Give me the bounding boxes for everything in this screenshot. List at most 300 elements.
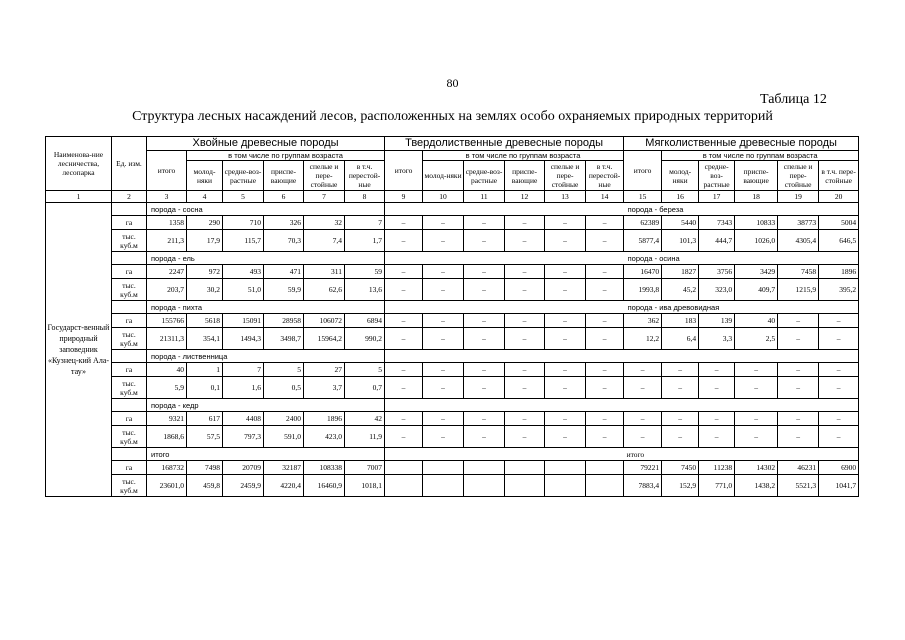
age-subheader: в том числе по группам возраста [187, 151, 385, 161]
value-cell: 27 [304, 363, 345, 377]
value-cell: – [662, 426, 699, 448]
species-label-row [46, 399, 859, 412]
value-cell: – [778, 328, 819, 350]
value-cell [505, 461, 545, 475]
value-cell: 70,3 [264, 230, 304, 252]
value-cell: – [586, 314, 624, 328]
value-cell: – [545, 363, 586, 377]
blank-cell [385, 203, 423, 216]
value-cell: 797,3 [223, 426, 264, 448]
value-cell: 771,0 [699, 475, 735, 497]
blank-cell [545, 252, 586, 265]
blank-cell [385, 252, 423, 265]
age-group-header: спелые и пере-стойные [304, 161, 345, 191]
table-title: Структура лесных насаждений лесов, расположенных на землях особо охраняемых природных территорий [132, 109, 773, 124]
value-cell: 17,9 [187, 230, 223, 252]
value-cell: 2459,9 [223, 475, 264, 497]
value-cell: – [545, 230, 586, 252]
blank-cell [505, 252, 545, 265]
value-cell: – [423, 363, 464, 377]
value-cell: 7458 [778, 265, 819, 279]
value-cell: 23601,0 [147, 475, 187, 497]
data-row [46, 461, 859, 475]
blank-cell [586, 203, 624, 216]
value-cell: 493 [223, 265, 264, 279]
value-cell: – [699, 412, 735, 426]
value-cell: 471 [264, 265, 304, 279]
species-label-left: порода - сосна [147, 203, 385, 216]
value-cell: – [464, 230, 505, 252]
column-index: 20 [819, 191, 859, 203]
value-cell: – [385, 328, 423, 350]
value-cell: 4220,4 [264, 475, 304, 497]
value-cell: – [778, 412, 819, 426]
value-cell: 14302 [735, 461, 778, 475]
value-cell: – [423, 377, 464, 399]
value-cell: – [545, 426, 586, 448]
value-cell: – [423, 216, 464, 230]
age-group-header: спелые и пере-стойные [778, 161, 819, 191]
value-cell: 323,0 [699, 279, 735, 301]
blank-cell [464, 350, 505, 363]
blank-cell [505, 203, 545, 216]
blank-cell [385, 350, 423, 363]
group-header-hardwood: Твердолиственные древесные породы [385, 137, 624, 151]
blank-cell [464, 448, 505, 461]
value-cell: 1,7 [345, 230, 385, 252]
value-cell: 1 [187, 363, 223, 377]
age-group-header: приспе-вающие [505, 161, 545, 191]
unit-cell: тыс. куб.м [112, 377, 147, 399]
value-cell: – [464, 412, 505, 426]
value-cell: 5 [264, 363, 304, 377]
data-row [46, 412, 859, 426]
species-label-row [46, 301, 859, 314]
column-index: 13 [545, 191, 586, 203]
blank-cell [586, 399, 624, 412]
species-label-left: порода - пихта [147, 301, 385, 314]
column-index: 14 [586, 191, 624, 203]
value-cell: 1993,8 [624, 279, 662, 301]
value-cell: – [819, 426, 859, 448]
value-cell: – [778, 377, 819, 399]
value-cell: 3,7 [304, 377, 345, 399]
species-label-right: порода - ива древовидная [624, 301, 859, 314]
unit-cell: га [112, 363, 147, 377]
value-cell: 9321 [147, 412, 187, 426]
data-row [46, 216, 859, 230]
value-cell: – [624, 412, 662, 426]
data-row [46, 475, 859, 497]
value-cell: 6894 [345, 314, 385, 328]
value-cell: – [545, 377, 586, 399]
value-cell: 354,1 [187, 328, 223, 350]
value-cell: – [505, 377, 545, 399]
value-cell: 106072 [304, 314, 345, 328]
blank-cell [423, 350, 464, 363]
value-cell: – [385, 279, 423, 301]
value-cell: 290 [187, 216, 223, 230]
value-cell: – [385, 216, 423, 230]
column-index: 19 [778, 191, 819, 203]
value-cell: – [423, 412, 464, 426]
blank-cell [586, 252, 624, 265]
value-cell: 0,1 [187, 377, 223, 399]
value-cell: 7 [223, 363, 264, 377]
value-cell [385, 475, 423, 497]
unit-cell: тыс. куб.м [112, 328, 147, 350]
data-row [46, 265, 859, 279]
value-cell: 4305,4 [778, 230, 819, 252]
blank-cell [423, 399, 464, 412]
column-index: 8 [345, 191, 385, 203]
value-cell: – [778, 426, 819, 448]
value-cell: – [423, 230, 464, 252]
value-cell: – [819, 377, 859, 399]
unit-cell [112, 203, 147, 216]
age-subheader: в том числе по группам возраста [423, 151, 624, 161]
col-header-name: Наименова-ние лесничества, лесопарка [46, 137, 112, 191]
data-row [46, 279, 859, 301]
unit-cell [112, 301, 147, 314]
blank-cell [505, 448, 545, 461]
value-cell: 646,5 [819, 230, 859, 252]
species-label-left: итого [147, 448, 385, 461]
blank-cell [423, 203, 464, 216]
value-cell [423, 461, 464, 475]
value-cell: 1868,6 [147, 426, 187, 448]
age-group-header: средне-воз-растные [699, 161, 735, 191]
value-cell: – [385, 377, 423, 399]
value-cell: 1358 [147, 216, 187, 230]
value-cell: – [505, 328, 545, 350]
value-cell: 444,7 [699, 230, 735, 252]
blank-cell [545, 399, 586, 412]
age-group-header: спелые и пере-стойные [545, 161, 586, 191]
column-index: 12 [505, 191, 545, 203]
value-cell: 30,2 [187, 279, 223, 301]
data-row [46, 426, 859, 448]
age-group-header: приспе-вающие [264, 161, 304, 191]
blank-cell [464, 399, 505, 412]
value-cell: – [545, 412, 586, 426]
value-cell: – [586, 279, 624, 301]
value-cell: – [735, 426, 778, 448]
value-cell: 5521,3 [778, 475, 819, 497]
value-cell: 101,3 [662, 230, 699, 252]
value-cell: – [699, 377, 735, 399]
value-cell: 1896 [304, 412, 345, 426]
blank-cell [423, 252, 464, 265]
data-row [46, 363, 859, 377]
species-label-left: порода - кедр [147, 399, 385, 412]
age-group-header: молод-няки [662, 161, 699, 191]
value-cell: – [819, 412, 859, 426]
species-label-row [46, 203, 859, 216]
column-index: 1 [46, 191, 112, 203]
value-cell: 0,5 [264, 377, 304, 399]
value-cell [545, 475, 586, 497]
value-cell: 16460,9 [304, 475, 345, 497]
value-cell: – [819, 328, 859, 350]
value-cell: 20709 [223, 461, 264, 475]
value-cell: – [586, 265, 624, 279]
value-cell: – [699, 426, 735, 448]
value-cell: – [624, 363, 662, 377]
column-index: 9 [385, 191, 423, 203]
column-index: 4 [187, 191, 223, 203]
species-label-right: порода - береза [624, 203, 859, 216]
value-cell: – [464, 265, 505, 279]
value-cell: 79221 [624, 461, 662, 475]
age-group-header: средне-воз-растные [223, 161, 264, 191]
value-cell: – [545, 328, 586, 350]
value-cell: 1018,1 [345, 475, 385, 497]
value-cell: 11238 [699, 461, 735, 475]
species-label-right [624, 399, 859, 412]
value-cell: 2400 [264, 412, 304, 426]
value-cell: – [586, 216, 624, 230]
blank-cell [505, 301, 545, 314]
col-header-total: итого [385, 151, 423, 191]
age-group-header: средне-воз-растные [464, 161, 505, 191]
value-cell: – [735, 363, 778, 377]
value-cell: 59 [345, 265, 385, 279]
value-cell: – [464, 363, 505, 377]
column-index: 16 [662, 191, 699, 203]
value-cell: 2,5 [735, 328, 778, 350]
value-cell: 7,4 [304, 230, 345, 252]
column-index: 17 [699, 191, 735, 203]
value-cell: 183 [662, 314, 699, 328]
blank-cell [586, 350, 624, 363]
column-index: 10 [423, 191, 464, 203]
column-index: 18 [735, 191, 778, 203]
value-cell: 32187 [264, 461, 304, 475]
value-cell: – [545, 265, 586, 279]
value-cell: 1827 [662, 265, 699, 279]
value-cell: 972 [187, 265, 223, 279]
value-cell: – [505, 426, 545, 448]
value-cell: 459,8 [187, 475, 223, 497]
page-number: 80 [446, 76, 459, 90]
value-cell: 5877,4 [624, 230, 662, 252]
value-cell: 1041,7 [819, 475, 859, 497]
age-group-header: в т.ч. пере-стойные [819, 161, 859, 191]
blank-cell [545, 301, 586, 314]
value-cell [586, 461, 624, 475]
value-cell: 51,0 [223, 279, 264, 301]
value-cell: – [505, 314, 545, 328]
value-cell: 168732 [147, 461, 187, 475]
age-group-header: молод-няки [187, 161, 223, 191]
species-label-left: порода - ель [147, 252, 385, 265]
value-cell: – [385, 363, 423, 377]
column-index: 5 [223, 191, 264, 203]
value-cell: – [545, 279, 586, 301]
forest-structure-table [45, 136, 859, 497]
value-cell: 57,5 [187, 426, 223, 448]
value-cell: 311 [304, 265, 345, 279]
value-cell: – [464, 216, 505, 230]
value-cell [464, 461, 505, 475]
value-cell: 59,9 [264, 279, 304, 301]
value-cell: – [819, 314, 859, 328]
unit-cell [112, 399, 147, 412]
value-cell: – [464, 328, 505, 350]
unit-cell [112, 350, 147, 363]
blank-cell [505, 399, 545, 412]
value-cell: 11,9 [345, 426, 385, 448]
value-cell: – [464, 426, 505, 448]
value-cell [586, 475, 624, 497]
value-cell: 395,2 [819, 279, 859, 301]
value-cell: 6,4 [662, 328, 699, 350]
value-cell: – [819, 363, 859, 377]
value-cell: 1494,3 [223, 328, 264, 350]
value-cell: – [423, 328, 464, 350]
blank-cell [385, 448, 423, 461]
species-label-row [46, 448, 859, 461]
value-cell: – [464, 314, 505, 328]
value-cell: – [423, 265, 464, 279]
value-cell [505, 475, 545, 497]
value-cell: 155766 [147, 314, 187, 328]
value-cell: – [385, 265, 423, 279]
unit-cell: га [112, 265, 147, 279]
value-cell: 5004 [819, 216, 859, 230]
age-group-header: приспе-вающие [735, 161, 778, 191]
value-cell: 3,3 [699, 328, 735, 350]
group-header-coniferous: Хвойные древесные породы [147, 137, 385, 151]
value-cell: 591,0 [264, 426, 304, 448]
age-subheader: в том числе по группам возраста [662, 151, 859, 161]
value-cell: 203,7 [147, 279, 187, 301]
species-label-right: порода - осина [624, 252, 859, 265]
value-cell: 16470 [624, 265, 662, 279]
value-cell [423, 475, 464, 497]
value-cell [545, 461, 586, 475]
value-cell: 32 [304, 216, 345, 230]
col-header-unit: Ед. изм. [112, 137, 147, 191]
column-index: 7 [304, 191, 345, 203]
species-label-row [46, 252, 859, 265]
value-cell: 4408 [223, 412, 264, 426]
data-row [46, 377, 859, 399]
value-cell: 46231 [778, 461, 819, 475]
value-cell: 108338 [304, 461, 345, 475]
value-cell: 13,6 [345, 279, 385, 301]
unit-cell: тыс. куб.м [112, 426, 147, 448]
unit-cell [112, 448, 147, 461]
value-cell: 7450 [662, 461, 699, 475]
value-cell: 15964,2 [304, 328, 345, 350]
unit-cell: га [112, 461, 147, 475]
value-cell: – [586, 230, 624, 252]
value-cell: – [662, 412, 699, 426]
column-index: 11 [464, 191, 505, 203]
value-cell: 152,9 [662, 475, 699, 497]
age-group-header: в т.ч. перестой-ные [345, 161, 385, 191]
value-cell: – [624, 377, 662, 399]
blank-cell [385, 399, 423, 412]
value-cell: – [586, 328, 624, 350]
blank-cell [545, 448, 586, 461]
blank-cell [545, 350, 586, 363]
value-cell: 0,7 [345, 377, 385, 399]
value-cell [385, 461, 423, 475]
value-cell: – [505, 363, 545, 377]
value-cell: 1,6 [223, 377, 264, 399]
value-cell: 990,2 [345, 328, 385, 350]
value-cell: 15091 [223, 314, 264, 328]
value-cell: 2247 [147, 265, 187, 279]
value-cell: 40 [147, 363, 187, 377]
age-group-header: молод-няки [423, 161, 464, 191]
value-cell: 5618 [187, 314, 223, 328]
column-index: 3 [147, 191, 187, 203]
value-cell: 1026,0 [735, 230, 778, 252]
value-cell: – [586, 377, 624, 399]
blank-cell [464, 301, 505, 314]
value-cell: – [778, 363, 819, 377]
age-group-header: в т.ч. перестой-ные [586, 161, 624, 191]
value-cell: 7343 [699, 216, 735, 230]
unit-cell: га [112, 216, 147, 230]
value-cell: 42 [345, 412, 385, 426]
value-cell: – [586, 412, 624, 426]
value-cell: 62,6 [304, 279, 345, 301]
value-cell: – [735, 377, 778, 399]
value-cell: 3498,7 [264, 328, 304, 350]
value-cell: 710 [223, 216, 264, 230]
blank-cell [464, 252, 505, 265]
unit-cell: тыс. куб.м [112, 475, 147, 497]
value-cell: – [505, 412, 545, 426]
value-cell: 10833 [735, 216, 778, 230]
column-index: 15 [624, 191, 662, 203]
value-cell: – [423, 426, 464, 448]
column-index: 2 [112, 191, 147, 203]
value-cell: – [385, 426, 423, 448]
value-cell: 1896 [819, 265, 859, 279]
species-label-right: итого [624, 448, 859, 461]
value-cell: 28958 [264, 314, 304, 328]
value-cell: 115,7 [223, 230, 264, 252]
value-cell: 40 [735, 314, 778, 328]
value-cell: – [778, 314, 819, 328]
value-cell: – [505, 279, 545, 301]
blank-cell [464, 203, 505, 216]
value-cell: 5,9 [147, 377, 187, 399]
value-cell: 7 [345, 216, 385, 230]
value-cell: – [385, 230, 423, 252]
blank-cell [505, 350, 545, 363]
value-cell: 1438,2 [735, 475, 778, 497]
data-row [46, 230, 859, 252]
value-cell: 617 [187, 412, 223, 426]
value-cell: 423,0 [304, 426, 345, 448]
table-label: Таблица 12 [760, 92, 827, 107]
value-cell: – [464, 279, 505, 301]
value-cell: 3756 [699, 265, 735, 279]
unit-cell: тыс. куб.м [112, 279, 147, 301]
blank-cell [545, 203, 586, 216]
blank-cell [423, 301, 464, 314]
value-cell: 211,3 [147, 230, 187, 252]
value-cell: – [464, 377, 505, 399]
value-cell: – [662, 363, 699, 377]
